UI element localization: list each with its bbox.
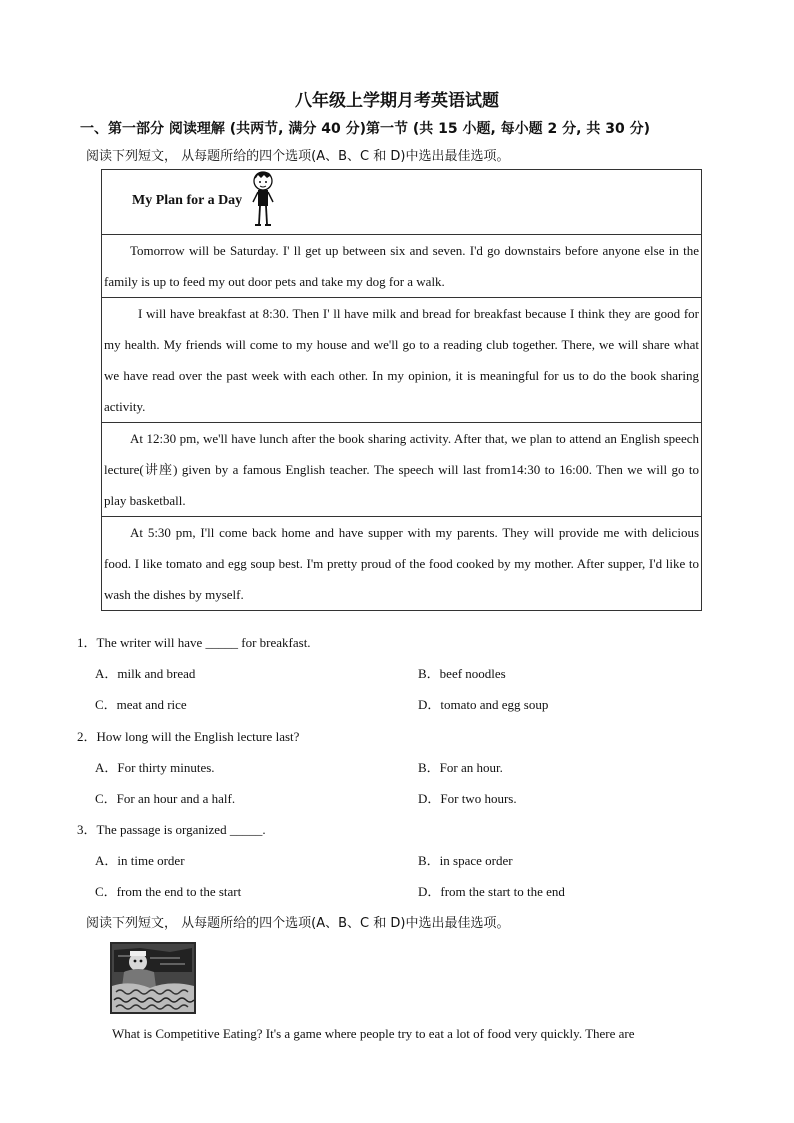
q3-option-b[interactable]: B．in space order [418,853,513,868]
plan-title: My Plan for a Day [132,192,243,208]
boy-cartoon-icon [250,170,276,230]
plan-header-cell [102,170,702,235]
page-title: 八年级上学期月考英语试题 [295,91,499,111]
question-2: 2．How long will the English lecture last? [77,729,300,744]
q1-option-d[interactable]: D．tomato and egg soup [418,697,549,712]
q2-option-c[interactable]: C．For an hour and a half. [95,791,236,806]
q1-option-b[interactable]: B．beef noodles [418,666,506,681]
q3-option-c[interactable]: C．from the end to the start [95,884,242,899]
competitive-eating-photo [110,942,196,1014]
q1-option-c[interactable]: C．meat and rice [95,697,187,712]
q1-option-a[interactable]: A．milk and bread [95,666,196,681]
plan-paragraph-4: At 5:30 pm, I'll come back home and have supper with my parents. They will provide me with delicious food. I like tomato and egg soup best. I'm pretty proud of the food cooked by my mother. After supper, I'd like to wash the dishes by myself. [102,517,702,611]
instruction-2: 阅读下列短文， 从每题所给的四个选项(A、B、C 和 D)中选出最佳选项。 [86,916,510,931]
plan-paragraph-2: I will have breakfast at 8:30. Then I' ll have milk and bread for breakfast because I think they are good for my health. My friends will come to my house and we'll go to a reading club together. There, we will share what we have read over the past week with each other. In my opinion, it is meaningful for us to do the book sharing activity. [102,298,702,423]
q2-option-a[interactable]: A．For thirty minutes. [95,760,215,775]
passage-2-text: What is Competitive Eating? It's a game where people try to eat a lot of food very quickly. There are [112,1026,635,1041]
plan-table [101,169,702,611]
q2-option-b[interactable]: B．For an hour. [418,760,503,775]
plan-paragraph-3: At 12:30 pm, we'll have lunch after the book sharing activity. After that, we plan to attend an English speech lecture(讲座) given by a famous English teacher. The speech will last from14:30 to 16:00. Then we will go to play basketball. [102,423,702,517]
q3-option-d[interactable]: D．from the start to the end [418,884,565,899]
instruction-1: 阅读下列短文， 从每题所给的四个选项(A、B、C 和 D)中选出最佳选项。 [86,149,510,164]
question-1: 1．The writer will have _____ for breakfast. [77,635,311,650]
question-3: 3．The passage is organized _____. [77,822,266,837]
q2-option-d[interactable]: D．For two hours. [418,791,517,806]
q3-option-a[interactable]: A．in time order [95,853,185,868]
section-heading: 一、第一部分 阅读理解 (共两节, 满分 40 分)第一节 (共 15 小题, 每小题 2 分, 共 30 分) [80,121,650,137]
plan-paragraph-1: Tomorrow will be Saturday. I' ll get up between six and seven. I'd go downstairs before anyone else in the family is up to feed my out door pets and take my dog for a walk. [102,235,702,298]
